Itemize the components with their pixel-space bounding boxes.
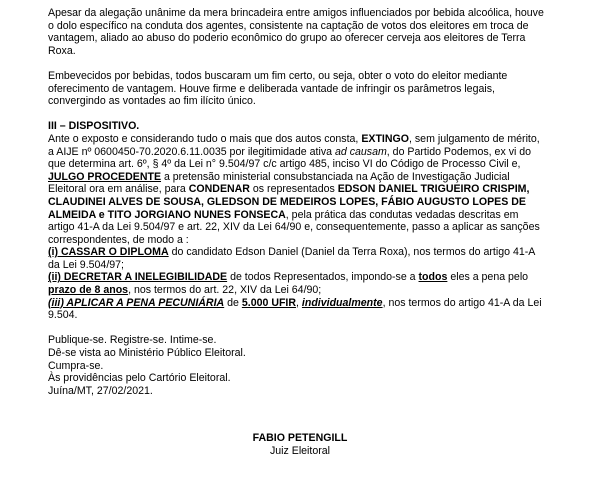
signature-role: Juiz Eleitoral — [269, 445, 331, 457]
text-run: do candidato Edson Daniel (Daniel da Terra Roxa), nos termos do artigo 41-A da Lei 9.504/97; — [48, 246, 535, 271]
text-run: , — [296, 296, 302, 309]
sanction-item-2 — [48, 271, 544, 296]
text-run: a pretensão ministerial consubstanciada na Ação de Investigação Judicial Eleitoral ora em análise, para — [48, 170, 510, 196]
closing-line: Cumpra-se. — [48, 359, 104, 372]
julgo-procedente-text: JULGO PROCEDENTE — [48, 170, 162, 183]
section-title: III – DISPOSITIVO. — [48, 120, 140, 133]
text-run: , nos termos do art. 22, XIV da Lei 64/90; — [128, 284, 322, 297]
ufir-amount: 5.000 UFIR — [241, 296, 297, 309]
sanction-item-1 — [48, 246, 544, 271]
text-run: os representados — [249, 183, 338, 196]
judge-name: FABIO PETENGILL — [252, 432, 348, 444]
closing-line: Dê-se vista ao Ministério Público Eleitoral. — [48, 347, 246, 360]
text-run: Ante o exposto e considerando tudo o mais que dos autos consta, — [48, 132, 362, 145]
individualmente-text: individualmente — [301, 296, 383, 309]
text-run: , nos termos do artigo 41-A da Lei 9.504. — [48, 296, 542, 322]
paragraph-embevecidos: Embevecidos por bebidas, todos buscaram um fim certo, ou seja, obter o voto do eleitor mediante oferecimento de vantagem. Houve firme e deliberada vantade de infringir os parâmetros legais, convergindo as vontades ao fim ilícito único. — [48, 69, 508, 108]
text-run: de — [224, 296, 242, 309]
text-run: , do Partido Podemos, ex vi do que determina art. 6º, § 4º da Lei n° 9.504/97 c/c artigo 485, inciso VI do Código de Processo Civil e, — [48, 145, 532, 171]
closing-line: Publique-se. Registre-se. Intime-se. — [48, 334, 217, 347]
todos-text: todos — [418, 271, 448, 284]
signature-name — [200, 432, 400, 445]
closing-date: Juína/MT, 27/02/2021. — [48, 384, 153, 397]
text-run: de todos Representados, impondo-se a — [227, 271, 419, 284]
defendants-names: EDSON DANIEL TRIGUEIRO CRISPIM, CLAUDINEI ALVES DE SOUSA, GLEDSON DE MEDEIROS LOPES, FÁBIO AUGUSTO LOPES DE ALMEIDA e TITO JORGIANO NUNES FONSECA — [48, 183, 530, 221]
paragraph-dolo: Apesar da alegação unânime da mera brincadeira entre amigos influenciados por bebida alcoólica, houve o dolo específico na conduta dos agentes, consistente na captação de votos dos eleitores em troca de vantagem, aliado ao abuso do poderio econômico do grupo ao oferecer cerveja aos eleitores de Terra Roxa. — [48, 7, 544, 57]
inelegibilidade-text: (ii) DECRETAR A INELEGIBILIDADE — [48, 271, 228, 284]
text-run: , pela prática das condutas vedadas descritas em artigo 41-A da Lei 9.504/97 e art. 22, XIV da Lei 64/90 e, consequentemente, passo a aplicar as sanções correspondentes, de modo a : — [48, 208, 540, 246]
paragraph-dispositivo — [48, 133, 544, 246]
text-run: , sem julgamento de mérito, a AIJE nº 0600450-70.2020.6.11.0035 por ilegitimidade ativa — [48, 132, 540, 158]
pena-pecuniaria-text: (iii) APLICAR A PENA PECUNIÁRIA — [48, 296, 225, 309]
cassar-diploma-text: (i) CASSAR O DIPLOMA — [48, 246, 169, 259]
text-run: eles a pena pelo — [447, 271, 529, 284]
sanction-item-3 — [48, 297, 544, 322]
closing-line: Às providências pelo Cartório Eleitoral. — [48, 372, 231, 385]
extingo-text: EXTINGO — [361, 132, 409, 145]
prazo-text: prazo de 8 anos — [48, 284, 129, 297]
ad-causam-text: ad causam — [334, 145, 387, 158]
document-body — [48, 7, 544, 397]
condenar-text: CONDENAR — [188, 183, 250, 196]
